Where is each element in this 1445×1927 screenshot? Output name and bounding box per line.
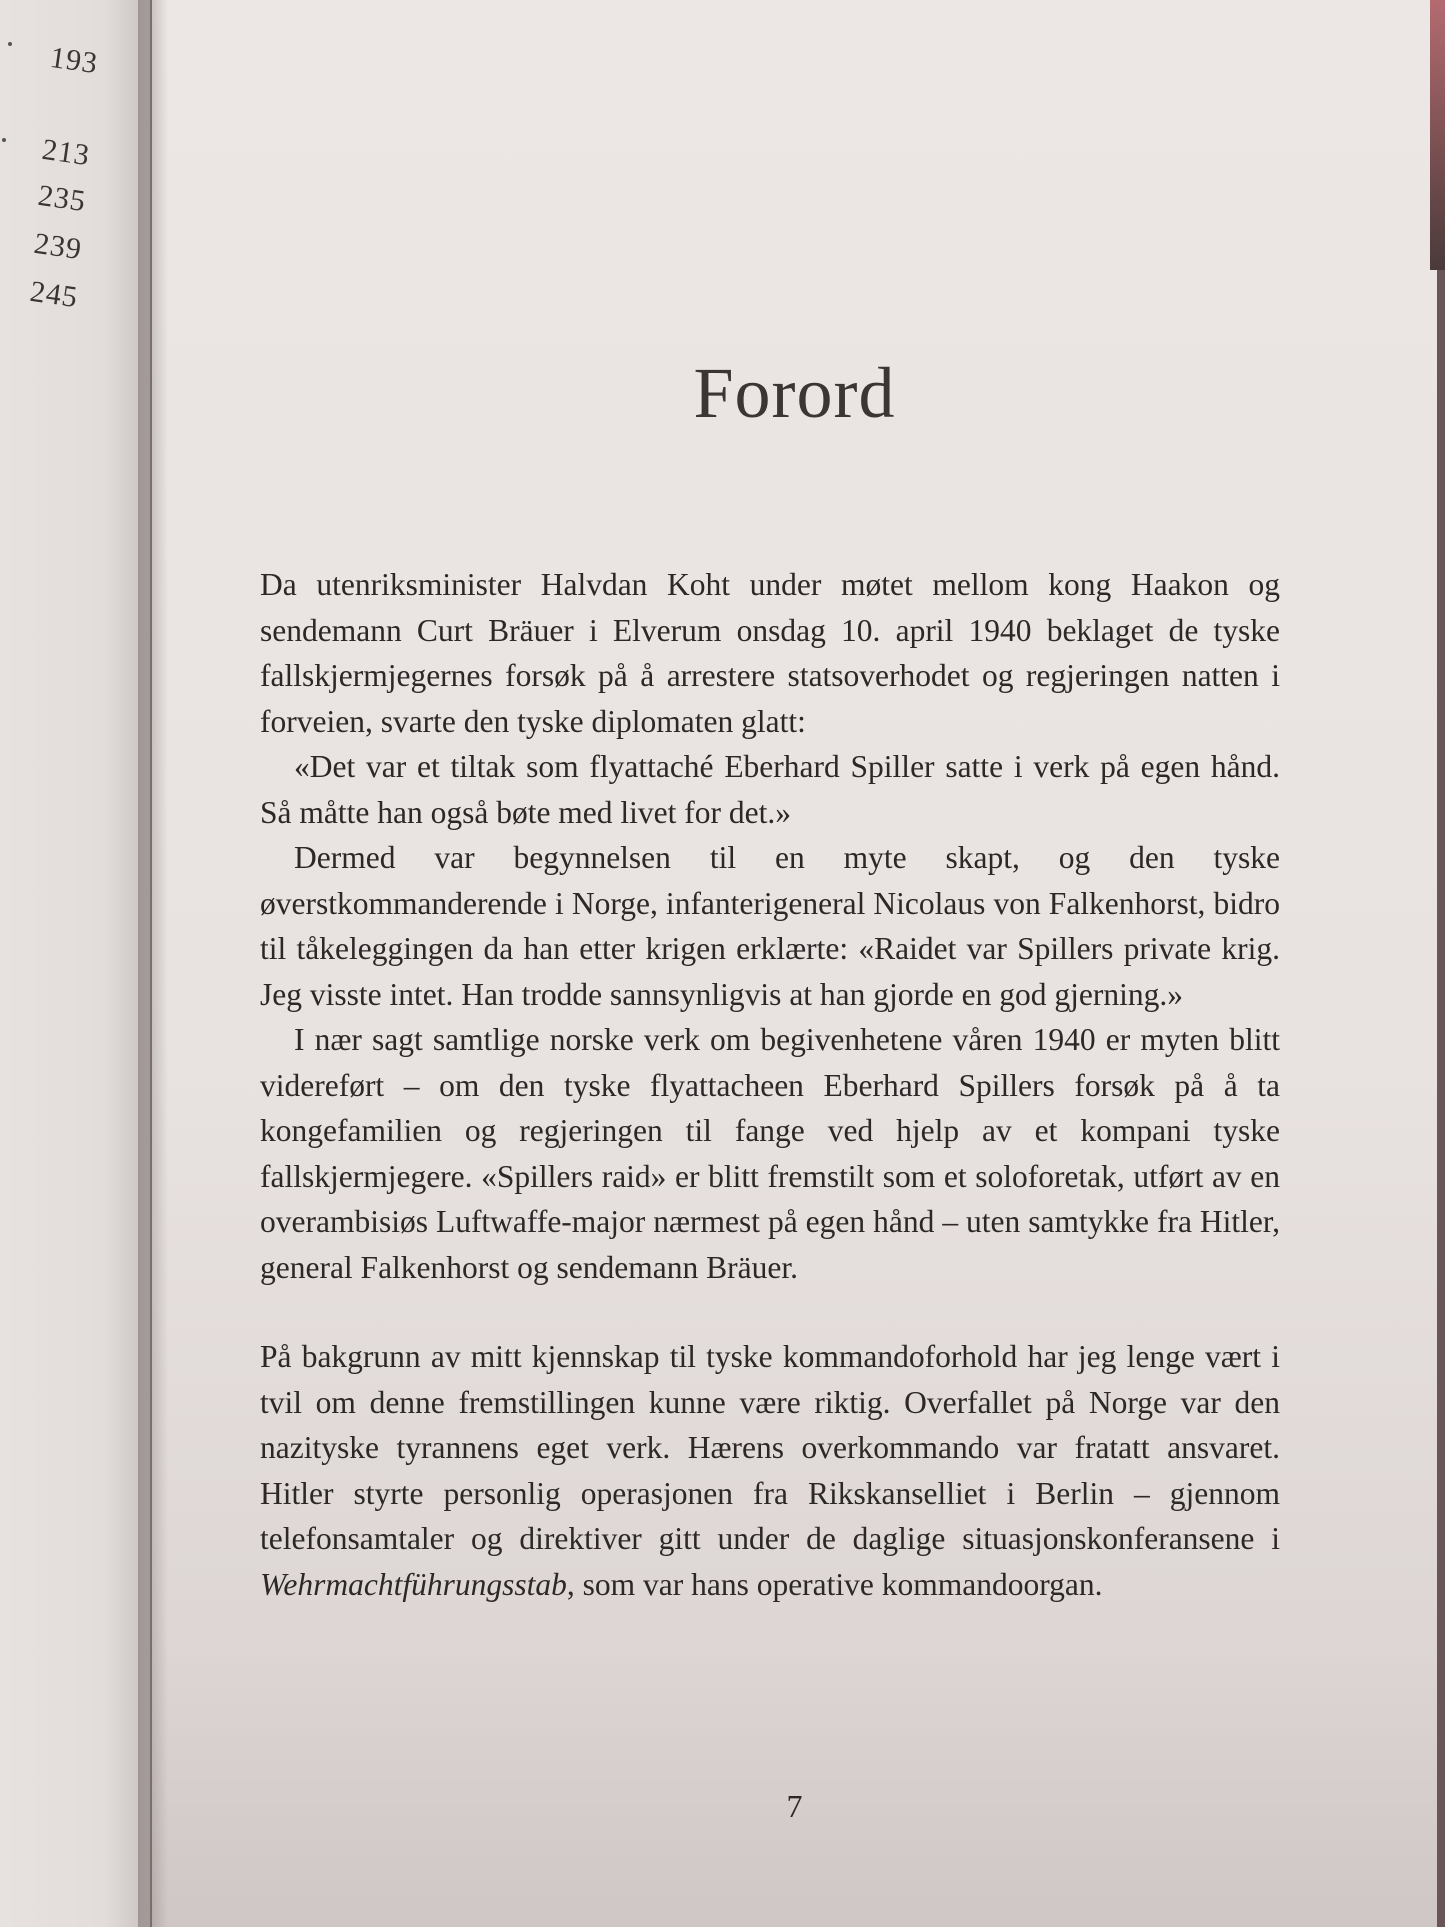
paragraph: I nær sagt samtlige norske verk om begivenhetene våren 1940 er myten blitt videreført – om den tyske flyattacheen Eberhard Spillers forsøk på å ta kongefamilien og regjeringen til fange ved hjelp av et kompani tyske fallskjermjegere. «Spillers raid» er blitt fremstilt som et soloforetak, utført av en overambisiøs Luftwaffe-major nærmest på egen hånd – uten samtykke fra Hitler, general Falkenhorst og sendemann Bräuer. — [260, 1022, 1280, 1285]
facing-page-toc — [0, 0, 150, 1927]
paragraph: Da utenriksminister Halvdan Koht under møtet mellom kong Haakon og sendemann Curt Bräuer i Elverum onsdag 10. april 1940 beklaget de tyske fallskjermjegernes forsøk på å arrestere statsoverhodet og regjeringen natten i forveien, svarte den tyske diplomaten glatt: — [260, 567, 1280, 739]
paragraph-last — [260, 1334, 1280, 1607]
book-gutter-shadow — [138, 0, 168, 1927]
toc-page-number: 245 — [28, 274, 81, 315]
italic-term: Wehrmachtführungsstab — [260, 1566, 567, 1602]
toc-dot-1 — [8, 42, 12, 46]
paragraph-text: På bakgrunn av mitt kjennskap til tyske kommandoforhold har jeg lenge vært i tvil om denne fremstillingen kunne være riktig. Overfallet på Norge var den nazityske tyrannens eget verk. Hærens overkommando var fratatt ansvaret. Hitler styrte personlig operasjonen fra Rikskanselliet i Berlin – gjennom telefonsamtaler og direktiver gitt under de daglige situasjonskonferansene i — [260, 1339, 1280, 1556]
toc-page-number: 213 — [40, 132, 93, 173]
page-number: 7 — [786, 1788, 803, 1824]
toc-page-number: 193 — [48, 40, 101, 81]
paragraph: Dermed var begynnelsen til en myte skapt, og den tyske øverstkommanderende i Norge, infanterigeneral Nicolaus von Falkenhorst, bidro til tåkeleggingen da han etter krigen erklærte: «Raidet var Spillers private krig. Jeg visste intet. Han trodde sannsynligvis at han gjorde en god gjerning.» — [260, 840, 1280, 1012]
background-object — [1430, 0, 1445, 270]
page-edge — [1437, 0, 1445, 1927]
paragraph-text: , som var hans operative kommandoorgan. — [566, 1566, 1103, 1602]
body-text — [260, 562, 1280, 1607]
toc-page-number: 239 — [32, 226, 85, 267]
toc-page-number: 235 — [36, 178, 89, 219]
book-page — [152, 0, 1437, 1927]
toc-dot-2 — [2, 138, 6, 142]
chapter-title: Forord — [693, 353, 896, 433]
paragraph: «Det var et tiltak som flyattaché Eberhard Spiller satte i verk på egen hånd. Så måtte han også bøte med livet for det.» — [260, 749, 1280, 830]
